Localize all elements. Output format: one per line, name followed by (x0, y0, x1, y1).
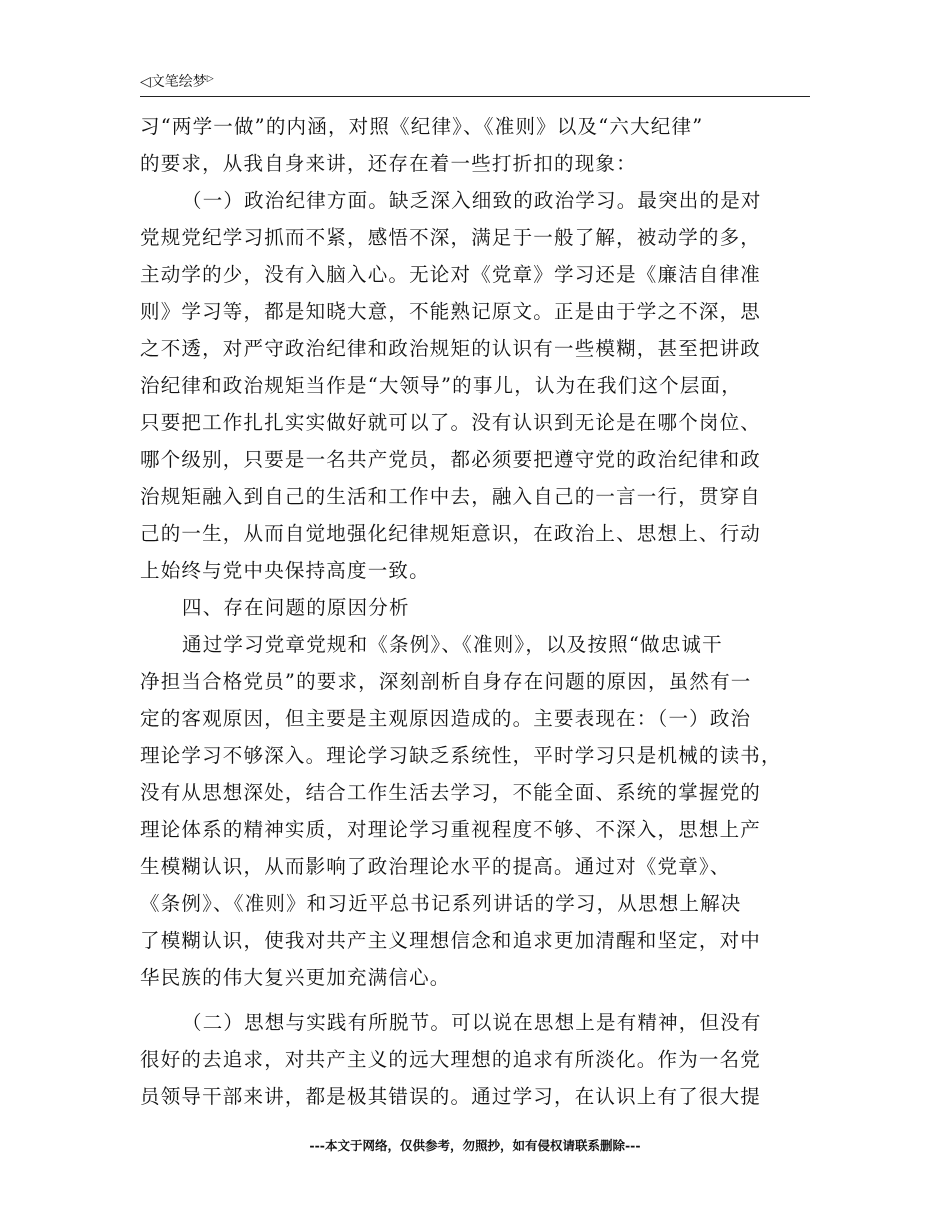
paragraph-start-thought-practice: （二）思想与实践有所脱节。可以说在思想上是有精神，但没有 (182, 1011, 762, 1034)
body-line: 之不透，对严守政治纪律和政治规矩的认识有一些模糊，甚至把讲政 (140, 337, 762, 360)
body-line: 理论体系的精神实质，对理论学习重视程度不够、不深入，思想上产 (140, 818, 762, 841)
body-line: 治规矩融入到自己的生活和工作中去，融入自己的一言一行，贯穿自 (140, 485, 762, 508)
section-heading-cause-analysis: 四、存在问题的原因分析 (182, 596, 410, 619)
body-line: 则》学习等，都是知晓大意，不能熟记原文。正是由于学之不深，思 (140, 300, 762, 323)
body-line: 治纪律和政治规矩当作是“大领导”的事儿，认为在我们这个层面， (140, 374, 742, 397)
body-line: 定的客观原因，但主要是主观原因造成的。主要表现在：（一）政治 (140, 707, 752, 730)
body-line: 理论学习不够深入。理论学习缺乏系统性，平时学习只是机械的读书， (140, 744, 782, 767)
body-line: 习“两学一做”的内涵，对照《纪律》、《准则》以及“六大纪律” (140, 115, 704, 138)
left-triangle-icon: ◁ (140, 74, 151, 90)
page-header (140, 72, 810, 97)
paragraph-start-political-discipline: （一）政治纪律方面。缺乏深入细致的政治学习。最突出的是对 (182, 189, 762, 212)
body-line: 很好的去追求，对共产主义的远大理想的追求有所淡化。作为一名党 (140, 1048, 762, 1071)
body-line: 哪个级别，只要是一名共产党员，都必须要把遵守党的政治纪律和政 (140, 448, 762, 471)
paragraph-gap (140, 996, 800, 1004)
body-line: 主动学的少，没有入脑入心。无论对《党章》学习还是《廉洁自律准 (140, 263, 762, 286)
body-line: 只要把工作扎扎实实做好就可以了。没有认识到无论是在哪个岗位、 (140, 411, 762, 434)
body-line: 《条例》、《准则》和习近平总书记系列讲话的学习，从思想上解决 (140, 892, 742, 915)
document-body (140, 108, 800, 1115)
body-line: 了模糊认识，使我对共产主义理想信念和追求更加清醒和坚定，对中 (140, 929, 762, 952)
body-line: 己的一生，从而自觉地强化纪律规矩意识，在政治上、思想上、行动 (140, 522, 762, 545)
body-line: 上始终与党中央保持高度一致。 (140, 559, 430, 582)
header-title: 文笔绘梦 (150, 74, 207, 90)
body-line: 生模糊认识，从而影响了政治理论水平的提高。通过对《党章》、 (140, 855, 731, 878)
body-line: 员领导干部来讲，都是极其错误的。通过学习，在认识上有了很大提 (140, 1085, 762, 1108)
body-line: 党规党纪学习抓而不紧，感悟不深，满足于一般了解，被动学的多， (140, 226, 762, 249)
body-line: 没有从思想深处，结合工作生活去学习，不能全面、系统的掌握党的 (140, 781, 762, 804)
body-line: 的要求，从我自身来讲，还存在着一些打折扣的现象： (140, 152, 637, 175)
right-triangle-icon: ▷ (206, 74, 214, 84)
body-line: 净担当合格党员”的要求，深刻剖析自身存在问题的原因，虽然有一 (140, 670, 752, 693)
page-footer-notice: ---本文于网络，仅供参考，勿照抄，如有侵权请联系删除--- (309, 1138, 641, 1153)
body-line: 华民族的伟大复兴更加充满信心。 (140, 966, 451, 989)
paragraph-start-cause-analysis: 通过学习党章党规和《条例》、《准则》，以及按照“做忠诚干 (182, 633, 723, 656)
